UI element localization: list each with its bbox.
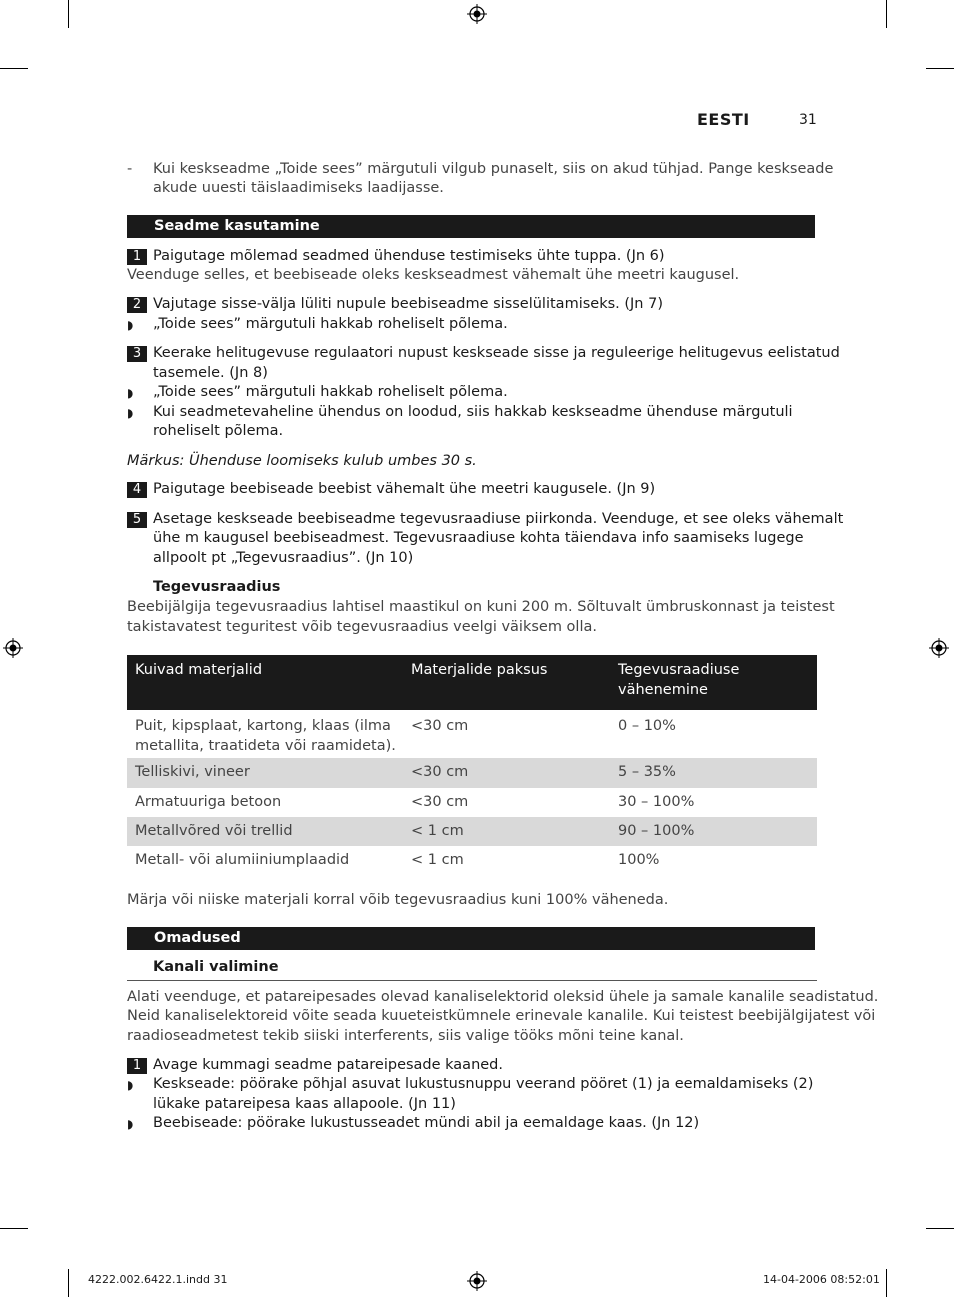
step-number: 1 <box>127 1058 147 1074</box>
cell-text: Telliskivi, vineer <box>135 764 250 780</box>
step-text: ühe m kaugusel beebiseadmest. Tegevusraadiuse kohta täiendava info saamiseks lugege <box>153 530 804 546</box>
triangle-bullet-icon: ◗ <box>127 1117 134 1131</box>
table-cell <box>135 851 349 871</box>
cell-text: < 1 cm <box>411 852 464 868</box>
paragraph: Beebijälgija tegevusraadius lahtisel maastikul on kuni 200 m. Sõltuvalt ümbruskonnast ja teistest <box>127 599 835 615</box>
footer-date: 14-04-2006 08:52:01 <box>763 1273 880 1286</box>
step-number: 4 <box>127 482 147 498</box>
divider <box>127 980 817 981</box>
cell-text: 90 – 100% <box>618 823 695 839</box>
cell-text: <30 cm <box>411 718 469 734</box>
cell-text: Puit, kipsplaat, kartong, klaas (ilma <box>135 718 391 734</box>
crop-mark <box>886 0 887 28</box>
registration-mark-icon <box>929 638 949 658</box>
table-cell <box>411 793 468 813</box>
step-text: Vajutage sisse-välja lüliti nupule beebiseadme sisselülitamiseks. (Jn 7) <box>153 296 663 312</box>
header-text: Tegevusraadiuse <box>618 662 740 678</box>
crop-mark <box>0 1228 28 1229</box>
header-text: vähenemine <box>618 681 708 698</box>
registration-mark-icon <box>467 1271 487 1291</box>
section-title: Seadme kasutamine <box>154 218 320 234</box>
footer-file: 4222.002.6422.1.indd 31 <box>88 1273 228 1286</box>
crop-mark <box>0 68 28 69</box>
section-title: Omadused <box>154 930 241 946</box>
table-row <box>127 846 817 876</box>
crop-mark <box>926 1228 954 1229</box>
cell-text: metallita, traatideta või raamideta). <box>135 737 396 754</box>
table-row <box>127 788 817 817</box>
table-cell <box>618 851 659 871</box>
bullet-text: „Toide sees” märgutuli hakkab roheliselt põlema. <box>153 384 508 400</box>
triangle-bullet-icon: ◗ <box>127 406 134 420</box>
table-cell <box>618 717 676 737</box>
paragraph: Alati veenduge, et patareipesades olevad kanaliselektorid oleksid ühele ja samale kanalile seadistatud. <box>127 989 879 1005</box>
header-text: Kuivad materjalid <box>135 662 263 678</box>
subsection-title: Kanali valimine <box>153 959 279 975</box>
page-number: 31 <box>799 112 817 128</box>
cell-text: < 1 cm <box>411 823 464 839</box>
page-language: EESTI <box>697 110 750 129</box>
paragraph: Märja või niiske materjali korral võib tegevusraadius kuni 100% väheneda. <box>127 892 669 908</box>
cell-text: <30 cm <box>411 794 469 810</box>
paragraph: takistavatest teguritest võib tegevusraadius veelgi väiksem olla. <box>127 619 597 635</box>
table-cell <box>411 763 468 783</box>
bullet-text: lükake patareipesa kaas allapoole. (Jn 11) <box>153 1096 456 1112</box>
cell-text: 5 – 35% <box>618 764 676 780</box>
paragraph: Neid kanaliselektoreid võite seada kuueteistkümnele erinevale kanalile. Kui teistest beebijälgijatest või <box>127 1008 876 1024</box>
step-text: allpoolt pt „Tegevusraadius”. (Jn 10) <box>153 550 414 566</box>
subsection-title: Tegevusraadius <box>153 579 281 595</box>
intro-dash: - <box>127 161 133 177</box>
table-cell <box>618 763 676 783</box>
crop-mark <box>68 1269 69 1297</box>
cell-text: <30 cm <box>411 764 469 780</box>
step-text: Asetage keskseade beebiseadme tegevusraadiuse piirkonda. Veenduge, et see oleks vähemalt <box>153 511 844 527</box>
table-row <box>127 710 817 758</box>
step-number: 2 <box>127 297 147 313</box>
cell-text: Metallvõred või trellid <box>135 823 293 839</box>
registration-mark-icon <box>3 638 23 658</box>
header-text: Materjalide paksus <box>411 662 548 678</box>
cell-text: Metall- või alumiiniumplaadid <box>135 852 350 868</box>
registration-mark-icon <box>467 4 487 24</box>
step-number: 3 <box>127 346 147 362</box>
range-table <box>127 655 817 876</box>
table-cell <box>411 822 464 842</box>
table-cell <box>135 717 396 756</box>
cell-text: Armatuuriga betoon <box>135 794 282 810</box>
bullet-text: Kui seadmetevaheline ühendus on loodud, siis hakkab keskseadme ühenduse märgutuli <box>153 404 793 420</box>
table-cell <box>135 763 250 783</box>
step-number: 1 <box>127 249 147 265</box>
table-cell <box>411 717 468 737</box>
step-text: Avage kummagi seadme patareipesade kaaned. <box>153 1057 503 1073</box>
step-text: Paigutage mõlemad seadmed ühenduse testimiseks ühte tuppa. (Jn 6) <box>153 248 665 264</box>
triangle-bullet-icon: ◗ <box>127 318 134 332</box>
table-cell <box>618 793 694 813</box>
bullet-text: Keskseade: pöörake põhjal asuvat lukustusnuppu veerand pööret (1) ja eemaldamiseks (2) <box>153 1076 814 1092</box>
cell-text: 30 – 100% <box>618 794 695 810</box>
step-text: Keerake helitugevuse regulaatori nupust keskseade sisse ja reguleerige helitugevus eelistatud <box>153 345 840 361</box>
crop-mark <box>886 1269 887 1297</box>
table-header-row <box>127 655 817 710</box>
table-header-cell <box>618 661 739 700</box>
triangle-bullet-icon: ◗ <box>127 1078 134 1092</box>
note: Märkus: Ühenduse loomiseks kulub umbes 30 s. <box>127 453 477 469</box>
section-heading <box>127 215 815 238</box>
cell-text: 100% <box>618 852 660 868</box>
table-cell <box>411 851 464 871</box>
table-header-cell <box>135 661 262 681</box>
step-text: tasemele. (Jn 8) <box>153 365 268 381</box>
table-cell <box>135 793 281 813</box>
bullet-text: Beebiseade: pöörake lukustusseadet mündi abil ja eemaldage kaas. (Jn 12) <box>153 1115 700 1131</box>
intro-line: akude uuesti täislaadimiseks laadijasse. <box>153 180 444 196</box>
paragraph: raadioseadmetest tekib siiski interferents, siis valige tööks mõni teine kanal. <box>127 1028 684 1044</box>
step-number: 5 <box>127 512 147 528</box>
triangle-bullet-icon: ◗ <box>127 386 134 400</box>
table-row <box>127 817 817 846</box>
crop-mark <box>68 0 69 28</box>
section-heading <box>127 927 815 950</box>
bullet-text: roheliselt põlema. <box>153 423 284 439</box>
table-cell <box>618 822 694 842</box>
table-header-cell <box>411 661 547 681</box>
table-row <box>127 758 817 788</box>
bullet-text: „Toide sees” märgutuli hakkab roheliselt põlema. <box>153 316 508 332</box>
crop-mark <box>926 68 954 69</box>
table-cell <box>135 822 293 842</box>
intro-line: Kui keskseadme „Toide sees” märgutuli vilgub punaselt, siis on akud tühjad. Pange keskseade <box>153 161 834 177</box>
step-text: Paigutage beebiseade beebist vähemalt ühe meetri kaugusele. (Jn 9) <box>153 481 656 497</box>
step-note: Veenduge selles, et beebiseade oleks keskseadmest vähemalt ühe meetri kaugusel. <box>127 267 740 283</box>
cell-text: 0 – 10% <box>618 718 676 734</box>
